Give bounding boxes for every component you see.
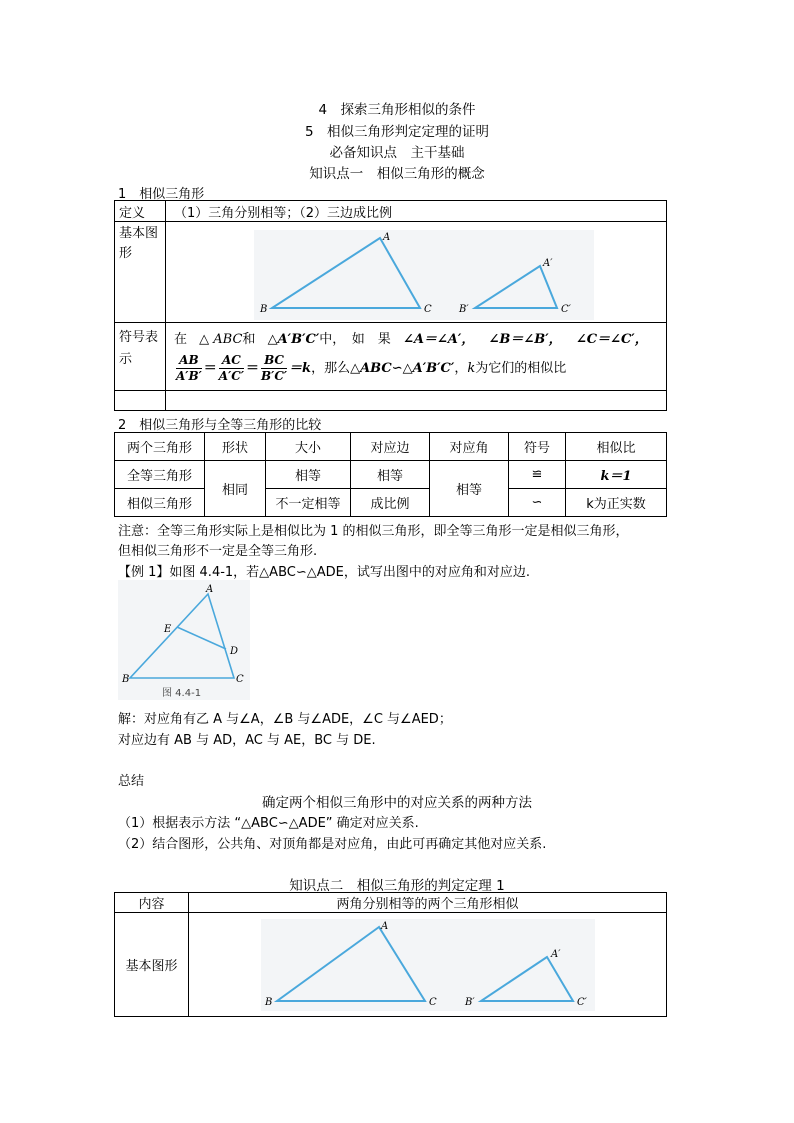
note-line-2: 但相似三角形不一定是全等三角形. xyxy=(118,544,318,559)
symbol-cell xyxy=(166,323,667,391)
row2-ratio: k为正实数 xyxy=(566,489,667,517)
angle-merged: 相等 xyxy=(430,461,509,517)
example-label-d: D xyxy=(230,646,239,657)
theorem-table xyxy=(114,892,667,1017)
label-a-prime: A′ xyxy=(543,258,553,269)
theorem-label-b-prime: B′ xyxy=(465,997,475,1008)
example-figure-background xyxy=(118,580,250,700)
example-figure-caption: 图 4.4-1 xyxy=(162,688,202,699)
example-text: 【例 1】如图 4.4-1，若△ABC∽△ADE，试写出图中的对应角和对应边. xyxy=(118,565,530,580)
heading-line-3: 必备知识点 主干基础 xyxy=(329,145,465,161)
sym-text-b: 和 xyxy=(242,332,256,347)
header-two-triangles: 两个三角形 xyxy=(115,433,205,461)
label-c-prime: C′ xyxy=(561,304,571,315)
symbol-line-2: $\frac{AB}{A'B'}$ ＝ $\frac{AC}{A'C'}$ ＝ $\frac{BC}{B'C'}$ ＝k，那么△ABC∽△A′B′C′，k为它们的相似比 xyxy=(176,353,567,383)
similar-statement: △ABC∽△A′B′C′ xyxy=(350,361,455,376)
sym-label: 符号表示 xyxy=(115,323,166,391)
header-ratio: 相似比 xyxy=(566,433,667,461)
theorem-figure-triangles xyxy=(261,919,595,1011)
label-a: A xyxy=(383,232,391,243)
row1-side: 相等 xyxy=(351,461,430,489)
header-corr-side: 对应边 xyxy=(351,433,430,461)
row2-symbol: ∽ xyxy=(509,489,566,517)
triangle-abc-text: △ ABC xyxy=(199,332,243,347)
row1-ratio: k＝1 xyxy=(566,461,667,489)
angle-a-eq: ∠A＝∠A′， xyxy=(402,332,475,347)
section2-title: 2 相似三角形与全等三角形的比较 xyxy=(118,418,322,433)
fraction-ac: $\frac{AC}{A'C'}$ xyxy=(218,353,244,383)
triangle-a2b2c2-text: △A′B′C′ xyxy=(267,332,320,347)
example-label-e: E xyxy=(164,624,172,635)
summary-title: 确定两个相似三角形中的对应关系的两种方法 xyxy=(262,795,532,811)
row1-size: 相等 xyxy=(266,461,351,489)
solution-line-2: 对应边有 AB 与 AD，AC 与 AE，BC 与 DE. xyxy=(118,733,376,748)
note-line-1: 注意：全等三角形实际上是相似比为 1 的相似三角形，即全等三角形一定是相似三角形， xyxy=(118,524,629,539)
sym-text-d: ，那么 xyxy=(311,361,351,376)
heading-line-4: 知识点一 相似三角形的概念 xyxy=(309,166,485,182)
solution-line-1: 解：对应角有乙 A 与∠A，∠B 与∠ADE，∠C 与∠AED； xyxy=(118,712,452,727)
section3-title: 知识点二 相似三角形的判定定理 1 xyxy=(289,878,505,894)
content-text: 两角分别相等的两个三角形相似 xyxy=(189,893,667,913)
angle-c-eq: ∠C＝∠C′， xyxy=(575,332,648,347)
row2-side: 成比例 xyxy=(351,489,430,517)
theorem-figure-background xyxy=(261,919,595,1011)
row2-size: 不一定相等 xyxy=(266,489,351,517)
basic-figure-triangles xyxy=(254,230,594,320)
section1-title: 1 相似三角形 xyxy=(118,187,205,202)
summary-item-2: （2）结合图形，公共角、对顶角都是对应角，由此可再确定其他对应关系. xyxy=(118,837,547,852)
theorem-label-c: C xyxy=(429,997,437,1008)
heading-line-1: 4 探索三角形相似的条件 xyxy=(318,102,476,118)
example-label-a: A xyxy=(206,584,214,595)
header-corr-angle: 对应角 xyxy=(430,433,509,461)
sym-text-e: ， xyxy=(454,361,468,376)
k-symbol: k xyxy=(467,361,476,376)
def-text: （1）三角分别相等；（2）三边成比例 xyxy=(166,201,667,222)
theorem-label-a-prime: A′ xyxy=(551,949,561,960)
label-b-prime: B′ xyxy=(459,304,469,315)
fraction-ab: $\frac{AB}{A'B'}$ xyxy=(176,353,202,383)
fig-label: 基本图形 xyxy=(115,222,166,323)
row1-name: 全等三角形 xyxy=(115,461,205,489)
header-shape: 形状 xyxy=(205,433,266,461)
label-b: B xyxy=(260,304,268,315)
sym-text-c: 中， 如 果 xyxy=(319,332,391,347)
example-label-c: C xyxy=(236,674,244,685)
content-label: 内容 xyxy=(115,893,189,913)
example-label-b: B xyxy=(122,674,130,685)
theorem-figure-cell xyxy=(189,913,667,1017)
empty-cell-left xyxy=(115,391,166,411)
theorem-fig-label: 基本图形 xyxy=(115,913,189,1017)
def-label: 定义 xyxy=(115,201,166,222)
header-symbol: 符号 xyxy=(509,433,566,461)
example-figure xyxy=(118,580,250,700)
summary-label: 总结 xyxy=(118,774,145,789)
sym-text-f: 为它们的相似比 xyxy=(475,361,567,376)
heading-line-2: 5 相似三角形判定定理的证明 xyxy=(304,124,490,140)
basic-figure-cell xyxy=(166,222,667,323)
theorem-label-a: A xyxy=(381,921,389,932)
angle-b-eq: ∠B＝∠B′， xyxy=(488,332,562,347)
header-size: 大小 xyxy=(266,433,351,461)
row2-name: 相似三角形 xyxy=(115,489,205,517)
symbol-line-1 xyxy=(174,329,658,351)
summary-item-1: （1）根据表示方法 “△ABC∽△ADE” 确定对应关系. xyxy=(118,816,419,831)
equals-k: ＝k xyxy=(289,361,312,376)
fraction-bc: $\frac{BC}{B'C'}$ xyxy=(261,353,288,383)
sym-text-a: 在 xyxy=(174,332,188,347)
theorem-label-c-prime: C′ xyxy=(577,997,587,1008)
theorem-label-b: B xyxy=(265,997,273,1008)
label-c: C xyxy=(424,304,432,315)
shape-merged: 相同 xyxy=(205,461,266,517)
row1-symbol: ≌ xyxy=(509,461,566,489)
empty-cell-right xyxy=(166,391,667,411)
comparison-table xyxy=(114,432,667,517)
similar-triangle-table xyxy=(114,200,667,411)
